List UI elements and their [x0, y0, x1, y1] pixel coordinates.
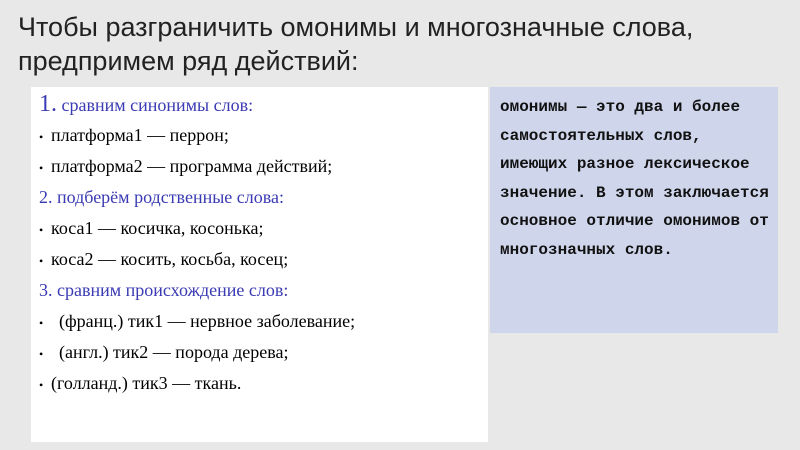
list-item	[39, 308, 488, 339]
bullet-icon: •	[39, 347, 44, 361]
item-text: платформа1 — перрон;	[51, 125, 229, 145]
item-text: (англ.) тик2 — порода дерева;	[59, 342, 289, 362]
bullet-icon: •	[39, 161, 44, 175]
list-item	[39, 370, 488, 401]
bullet-icon: •	[39, 378, 44, 392]
list-item	[39, 153, 488, 184]
bullet-icon: •	[39, 254, 44, 268]
bullet-icon: •	[39, 223, 44, 237]
item-text: коса2 — косить, косьба, косец;	[51, 249, 289, 269]
bullet-icon: •	[39, 130, 44, 144]
step-3-heading: 3. сравним происхождение слов:	[39, 280, 289, 300]
steps-panel	[31, 87, 488, 442]
list-item	[39, 339, 488, 370]
item-text: (голланд.) тик3 — ткань.	[51, 373, 242, 393]
item-text: платформа2 — программа действий;	[51, 156, 333, 176]
item-text: коса1 — косичка, косонька;	[51, 218, 264, 238]
item-text: (франц.) тик1 — нервное заболевание;	[59, 311, 356, 331]
step-1-number: 1.	[39, 91, 57, 117]
bullet-icon: •	[39, 316, 44, 330]
step-1-heading	[39, 91, 488, 122]
list-item	[39, 246, 488, 277]
definition-box: омонимы — это два и более самостоятельных слов, имеющих разное лексическое значение. В этом заключается основное отличие омонимов от многозначных слов.	[490, 87, 778, 333]
list-item	[39, 215, 488, 246]
step-1-text: сравним синонимы слов:	[57, 95, 254, 115]
slide-title: Чтобы разграничить омонимы и многозначные слова, предпримем ряд действий:	[18, 12, 694, 76]
step-2-heading: 2. подберём родственные слова:	[39, 187, 285, 207]
list-item	[39, 122, 488, 153]
